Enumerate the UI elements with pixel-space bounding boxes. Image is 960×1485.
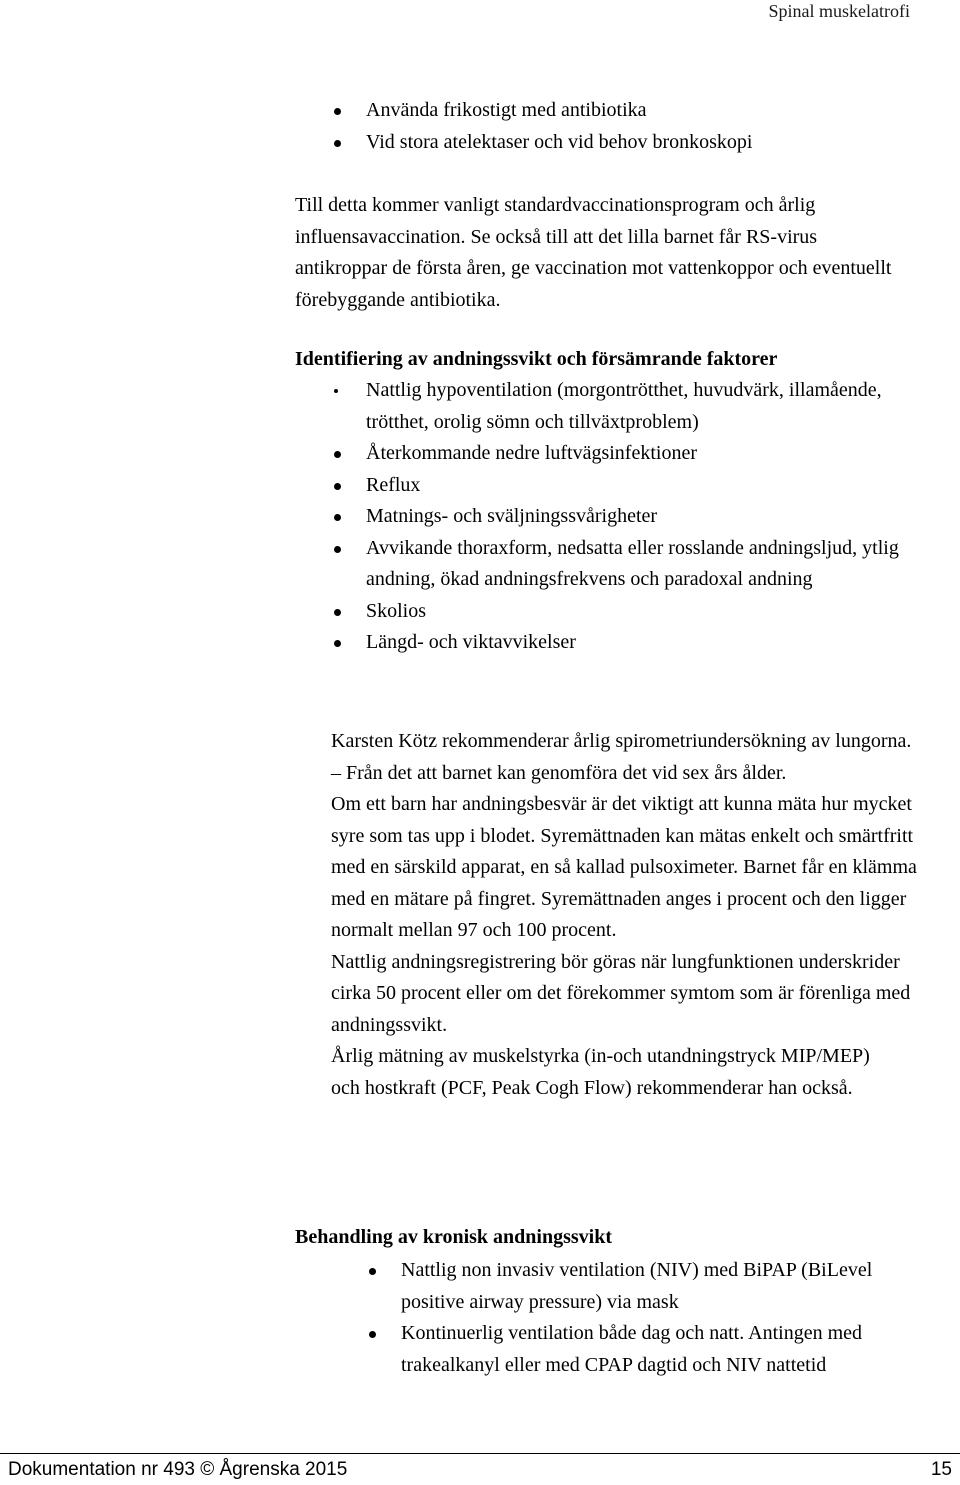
list-item: Nattlig hypoventilation (morgontrötthet, huvudvärk, illamående, trötthet, orolig sömn och tillväxtproblem) xyxy=(366,375,911,438)
list-item: Vid stora atelektaser och vid behov bronkoskopi xyxy=(366,127,926,159)
paragraph: Årlig mätning av muskelstyrka (in-och utandningstryck MIP/MEP) och hostkraft (PCF, Peak Cogh Flow) rekommenderar han också. xyxy=(331,1045,870,1099)
paragraph: Om ett barn har andningsbesvär är det viktigt att kunna mäta hur mycket syre som tas upp i blodet. Syremättnaden kan mätas enkelt och smärtfritt med en särskild apparat, en så kallad pulsoximeter. Barnet får en klämma med en mätare på fingret. Syremättnaden anges i procent och den ligger normalt mellan 97 och 100 procent. xyxy=(331,793,917,941)
section-heading-identification: Identifiering av andningssvikt och försämrande faktorer xyxy=(295,348,778,370)
list-item: Skolios xyxy=(366,596,911,628)
list-item: Använda frikostigt med antibiotika xyxy=(366,95,926,127)
intro-paragraph: Till detta kommer vanligt standardvaccinationsprogram och årlig influensavaccination. Se också till att det lilla barnet får RS-virus antikroppar de första åren, ge vaccination mot vattenkoppor och eventuellt förebyggande antibiotika. xyxy=(295,194,892,311)
paragraph: Nattlig andningsregistrering bör göras när lungfunktionen underskrider cirka 50 procent eller om det förekommer symtom som är förenliga med andningssvikt. xyxy=(331,950,911,1036)
footer-publication: Dokumentation nr 493 © Ågrenska 2015 xyxy=(8,1459,348,1480)
list-item: Återkommande nedre luftvägsinfektioner xyxy=(366,438,911,470)
list-item: Reflux xyxy=(366,470,911,502)
bullet-list-identification xyxy=(366,375,911,659)
list-item: Kontinuerlig ventilation både dag och natt. Antingen med trakealkanyl eller med CPAP dagtid och NIV nattetid xyxy=(401,1318,911,1381)
page-number: 15 xyxy=(930,1459,952,1480)
list-item: Avvikande thoraxform, nedsatta eller rosslande andningsljud, ytlig andning, ökad andningsfrekvens och paradoxal andning xyxy=(366,533,901,596)
bullet-list-top xyxy=(366,95,926,158)
paragraph: – Från det att barnet kan genomföra det vid sex års ålder. xyxy=(331,761,787,784)
spirometry-text xyxy=(331,726,931,1104)
bullet-list-treatment xyxy=(401,1255,911,1381)
list-item: Längd- och viktavvikelser xyxy=(366,627,911,659)
paragraph: Karsten Kötz rekommenderar årlig spirometriundersökning av lungorna. xyxy=(331,730,912,752)
running-header: Spinal muskelatrofi xyxy=(768,1,910,21)
list-item: Matnings- och sväljningssvårigheter xyxy=(366,501,911,533)
section-heading-treatment: Behandling av kronisk andningssvikt xyxy=(295,1226,613,1248)
list-item: Nattlig non invasiv ventilation (NIV) med BiPAP (BiLevel positive airway pressure) via mask xyxy=(401,1255,911,1318)
footer-divider xyxy=(0,1453,960,1454)
